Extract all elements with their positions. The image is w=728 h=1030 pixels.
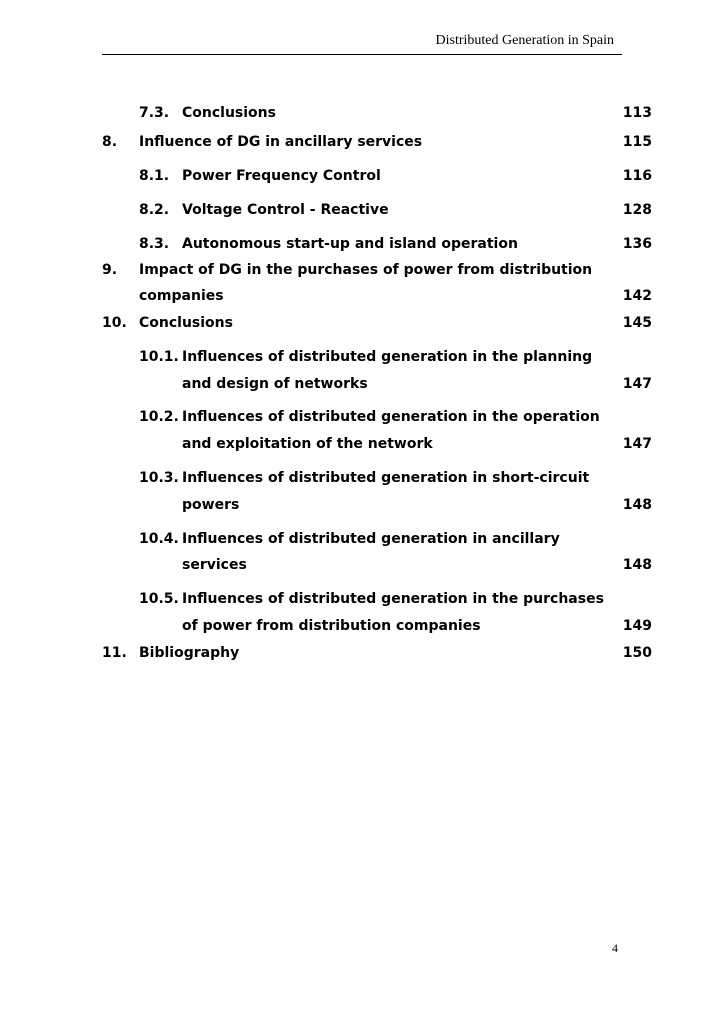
toc-entry [0, 200, 728, 220]
toc-entry-number: 8.1. [139, 168, 170, 184]
toc-entry-title-continued: powers [182, 497, 240, 513]
toc-entry-title-continued: and design of networks [182, 376, 368, 392]
toc-entry-number: 10.3. [139, 470, 179, 486]
toc-entry [0, 166, 728, 186]
toc-entry-title: Autonomous start-up and island operation [182, 236, 518, 252]
toc-entry-number: 8. [102, 134, 118, 150]
toc-entry-number: 10.2. [139, 409, 179, 425]
toc-entry [0, 313, 728, 333]
toc-entry-number: 8.2. [139, 202, 170, 218]
toc-entry-page: 116 [622, 168, 652, 184]
toc-entry-title: Bibliography [139, 645, 240, 661]
page-number: 4 [612, 941, 618, 955]
toc-entry-continuation [0, 616, 728, 636]
toc-entry-title-continued: services [182, 557, 247, 573]
toc-entry-page: 149 [622, 618, 652, 634]
toc-entry [0, 643, 728, 663]
toc-entry-title: Impact of DG in the purchases of power from distribution [139, 262, 593, 278]
toc-entry-title: Influences of distributed generation in the purchases [182, 591, 604, 607]
toc-entry-title: Influences of distributed generation in ancillary [182, 531, 560, 547]
toc-entry-number: 9. [102, 262, 118, 278]
toc-entry-title: Power Frequency Control [182, 168, 381, 184]
toc-entry [0, 103, 728, 123]
toc-entry-title-continued: companies [139, 288, 224, 304]
toc-entry-page: 150 [622, 645, 652, 661]
toc-entry [0, 407, 728, 427]
toc-entry-page: 147 [622, 376, 652, 392]
toc-entry-continuation [0, 555, 728, 575]
toc-entry-page: 115 [622, 134, 652, 150]
toc-entry-title: Voltage Control - Reactive [182, 202, 389, 218]
toc-entry [0, 260, 728, 280]
toc-entry-continuation [0, 434, 728, 454]
toc-entry [0, 132, 728, 152]
toc-entry-page: 147 [622, 436, 652, 452]
toc-entry-title: Influences of distributed generation in short-circuit [182, 470, 590, 486]
toc-entry-continuation [0, 374, 728, 394]
toc-entry-title: Conclusions [139, 315, 233, 331]
toc-entry-title-continued: of power from distribution companies [182, 618, 481, 634]
toc-entry-page: 142 [622, 288, 652, 304]
toc-entry-number: 11. [102, 645, 127, 661]
toc-entry-title: Influences of distributed generation in the planning [182, 349, 593, 365]
toc-entry-number: 10.1. [139, 349, 179, 365]
toc-entry-number: 10. [102, 315, 127, 331]
toc-entry [0, 347, 728, 367]
toc-entry-title: Conclusions [182, 105, 276, 121]
toc-entry-page: 128 [622, 202, 652, 218]
toc-entry-page: 148 [622, 497, 652, 513]
toc-entry-page: 145 [622, 315, 652, 331]
toc-entry-number: 7.3. [139, 105, 170, 121]
toc-entry-title-continued: and exploitation of the network [182, 436, 433, 452]
toc-entry-number: 10.5. [139, 591, 179, 607]
toc-entry-number: 8.3. [139, 236, 170, 252]
toc-entry-page: 136 [622, 236, 652, 252]
toc-entry-page: 148 [622, 557, 652, 573]
toc-entry-title: Influence of DG in ancillary services [139, 134, 423, 150]
toc-entry [0, 589, 728, 609]
toc-entry-continuation [0, 495, 728, 515]
toc-entry [0, 234, 728, 254]
toc-entry-continuation [0, 286, 728, 306]
header-title: Distributed Generation in Spain [435, 33, 614, 48]
toc-entry [0, 468, 728, 488]
toc-entry [0, 529, 728, 549]
toc-entry-number: 10.4. [139, 531, 179, 547]
toc-entry-page: 113 [622, 105, 652, 121]
toc-entry-title: Influences of distributed generation in the operation [182, 409, 600, 425]
